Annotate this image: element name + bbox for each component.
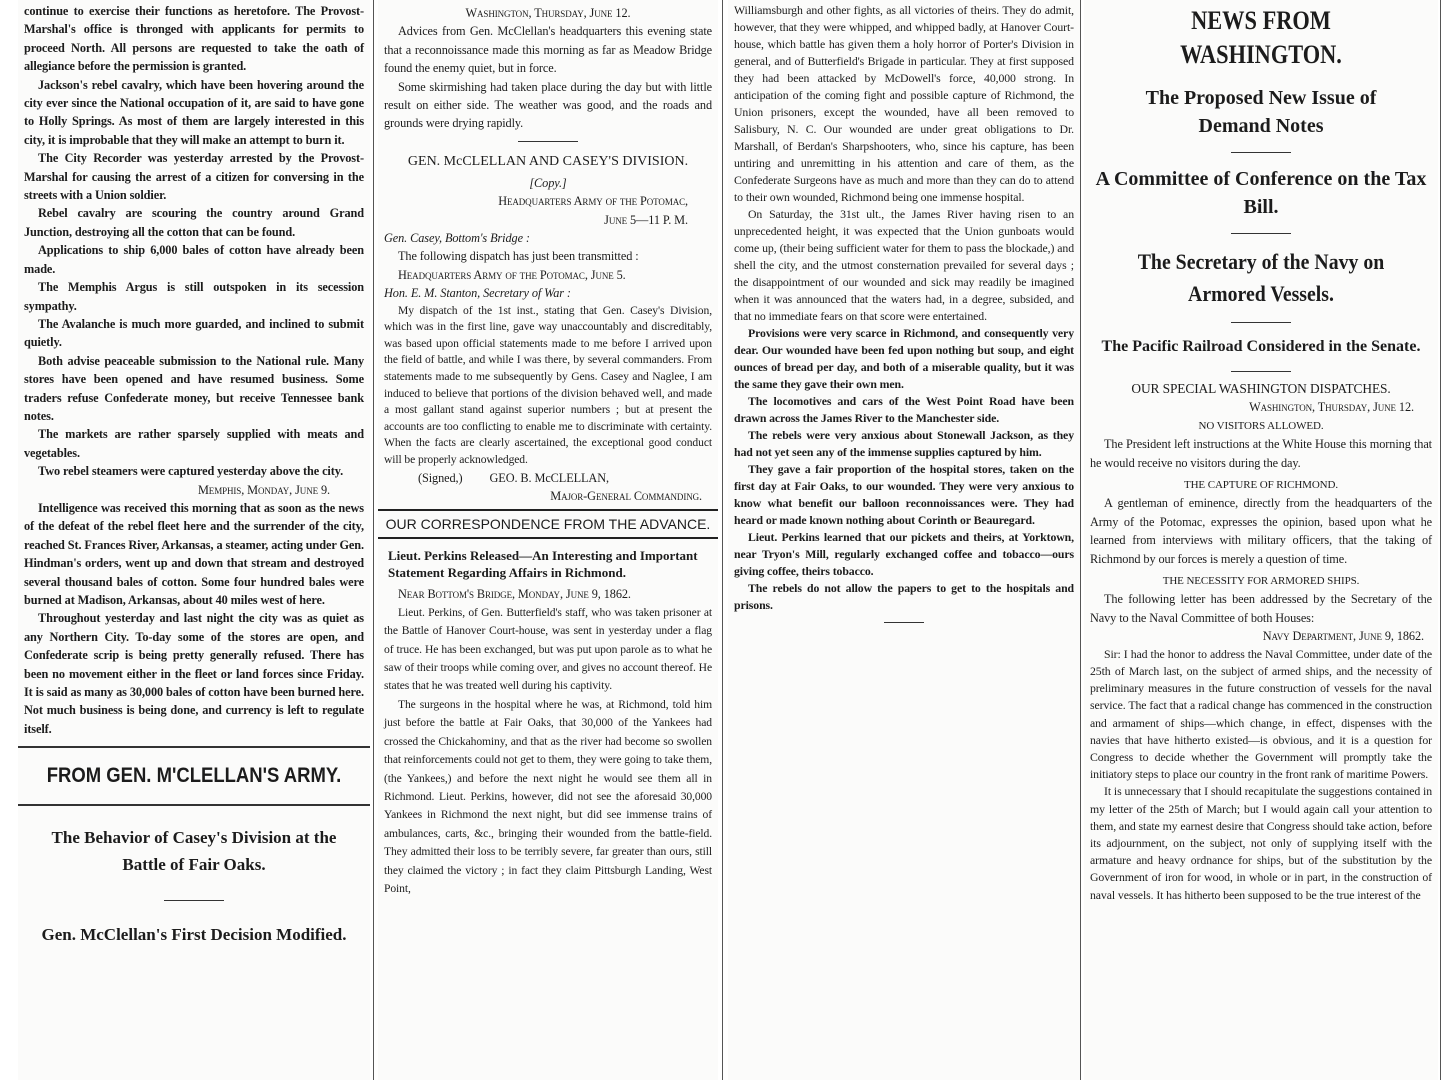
- column-rule: [373, 0, 374, 1080]
- paragraph: Applications to ship 6,000 bales of cotton have already been made.: [24, 243, 364, 276]
- paragraph: Williamsburgh and other fights, as all victories of theirs. They do admit, however, that they were whipped, and whipped badly, at Hanover Court-house, which battle has given them a holy horror of Porter's Division in general, and of Butterfield's Brigade in particular. They at first supposed they had been attacked by McDowell's force, 40,000 strong. In anticipation of the coming fight and possible capture of Richmond, the Union prisoners, except the wounded, have all been removed to Salisbury, N. C. Our wounded are under great obligations to Dr. Marshall, of Berdan's Sharpshooters, who, since his capture, has been untiring and unremitting in his attention and care of them, as the Confederate Surgeons have as much and more than they can do to attend to their own wounded, Richmond being one immense hospital.: [734, 3, 1074, 204]
- paragraph: Throughout yesterday and last night the city was as quiet as any Northern City. To-day some of the stores are open, and Confederate scrip is being pretty generally refused. There has been no movement either in the fleet or land forces since Friday. It is said as many as 30,000 bales of cotton have been burned here. Not much business is being done, and currency is left to regulate itself.: [24, 611, 364, 736]
- headline-box: [378, 509, 718, 539]
- paragraph: Rebel cavalry are scouring the country around Grand Junction, destroying all the cotton that can be found.: [24, 206, 364, 239]
- paragraph: Lieut. Perkins, of Gen. Butterfield's staff, who was taken prisoner at the Battle of Hanover Court-house, was sent in yesterday under a flag of truce. He has been exchanged, but was put upon parole as to what he saw of their troops while coming over, and gives no account thereof. He states that he was treated well during his captivity.: [384, 605, 712, 693]
- divider: [18, 746, 370, 748]
- paragraph: continue to exercise their functions as heretofore. The Provost-Marshal's office is thronged with applicants for permits to proceed North. All persons are requested to take the oath of allegiance before the permission is granted.: [24, 4, 364, 74]
- divider: [1231, 152, 1291, 153]
- paragraph: Both advise peaceable submission to the National rule. Many stores have been opened and have resumed business. Some traders refuse Confederate money, but receive Tennessee bank notes.: [24, 353, 364, 423]
- paragraph: They gave a fair proportion of the hospital stores, taken on the first day at Fair Oaks, to our wounded. They were very anxious to know what benefit our balloon reconnoissances were. They had heard or made known nothing about Corinth or Beauregard.: [734, 462, 1074, 527]
- paragraph: The Memphis Argus is still outspoken in its secession sympathy.: [24, 280, 364, 313]
- paragraph: Intelligence was received this morning that as soon as the news of the defeat of the rebel fleet here and the surrender of the city, reached St. Frances River, Arkansas, a steamer, acting under Gen. Hindman's orders, went up and down that stream and destroyed several thousand bales of cotton. Some four hundred bales were burned at Madison, Arkansas, about 40 miles west of here.: [24, 500, 364, 607]
- paragraph: The locomotives and cars of the West Point Road have been drawn across the James River to the Manchester side.: [734, 394, 1074, 425]
- paragraph: Sir: I had the honor to address the Naval Committee, under date of the 25th of March last, on the subject of armed ships, and the necessity of preliminary measures in the future construction of vessels for the naval service. The fact that a radical change has commenced in the construction and armament of ships—which change, in effect, dispenses with the navies that have hitherto existed—is obvious, and it is a question for Congress to decide whether the Government will promptly take the initiatory steps to place our country in the front rank of maritime Powers.: [1090, 646, 1432, 782]
- headline: GEN. McCLELLAN AND CASEY'S DIVISION.: [407, 153, 689, 169]
- divider: [164, 900, 224, 901]
- paragraph: Lieut. Perkins learned that our pickets and theirs, at Yorktown, near Tryon's Mill, regularly exchanged coffee and tobacco—ours giving coffee, theirs tobacco.: [734, 530, 1074, 578]
- section-title: THE CAPTURE OF RICHMOND.: [1183, 479, 1339, 492]
- divider: [1231, 322, 1291, 323]
- dateline: Headquarters Army of the Potomac, June 5.: [398, 267, 626, 282]
- signer-title: Major-General Commanding.: [550, 489, 702, 504]
- paragraph: A gentleman of eminence, directly from the headquarters of the Army of the Potomac, expresses the opinion, based upon what he learned from interviews with military officers, that the taking of Richmond by our forces is merely a question of time.: [1090, 496, 1432, 566]
- addressee: Gen. Casey, Bottom's Bridge :: [384, 231, 530, 246]
- section-title: THE NECESSITY FOR ARMORED SHIPS.: [1162, 575, 1360, 588]
- headline: NEWS FROM WASHINGTON.: [1180, 6, 1342, 69]
- paragraph: The Avalanche is much more guarded, and inclined to submit quietly.: [24, 316, 364, 350]
- paragraph: Jackson's rebel cavalry, which have been hovering around the city ever since the National occupation of it, are said to have gone to Holly Springs. As most of them are largely interested in this city, it is improbable that they will make an attempt to burn it.: [24, 77, 364, 147]
- headline: FROM GEN. M'CLELLAN'S ARMY.: [46, 764, 342, 788]
- column-rule: [722, 0, 723, 1080]
- paragraph: The City Recorder was yesterday arrested by the Provost-Marshal for causing the arrest of a citizen for conversing in the streets with a Union soldier.: [24, 151, 364, 203]
- column-rule: [1080, 0, 1081, 1080]
- paragraph: Advices from Gen. McClellan's headquarters this evening state that a reconnoissance made this morning as far as Meadow Bridge found the enemy quiet, but in force.: [384, 24, 712, 76]
- dateline: Washington, Thursday, June 12.: [1249, 400, 1414, 415]
- dateline: Washington, Thursday, June 12.: [465, 6, 631, 20]
- deck: A Committee of Conference on the Tax Bill.: [1095, 168, 1427, 218]
- dateline: Headquarters Army of the Potomac,: [498, 194, 688, 209]
- divider: [1231, 371, 1291, 372]
- section-heading: OUR SPECIAL WASHINGTON DISPATCHES.: [1131, 381, 1391, 396]
- paragraph: The following letter has been addressed by the Secretary of the Navy to the Naval Committee of both Houses:: [1090, 592, 1432, 625]
- paragraph: The rebels do not allow the papers to get to the hospitals and prisons.: [734, 581, 1074, 612]
- signature: [378, 469, 718, 487]
- paragraph: The surgeons in the hospital where he was, at Richmond, told him just before the battle at Fair Oaks, that 30,000 of the Yankees had crossed the Chickahominy, and that as the river had become so swollen that reinforcements could not get to them, they were going to take them, (the Yankees,) and before the next night he would see them all in Richmond. Lieut. Perkins, however, did not see the aforesaid 30,000 Yankees in Richmond the next night, but did see immense trains of ambulances, carts, &c., bringing their wounded from the battle-field. They admitted their loss to be terribly severe, far greater than ours, still they claimed the victory ; in fact they claim Pittsburgh Landing, West Point,: [384, 697, 712, 895]
- paragraph: It is unnecessary that I should recapitulate the suggestions contained in my letter of the 25th of March; but I would again call your attention to them, and state my earnest desire that Congress should take action, before its adjournment, on the subject, not only of supplying itself with the armature and heavy ordnance for ships, but of the substitution by the Government of iron for wood, in whole or in part, in the construction of naval vessels. It has hitherto been supposed to be the true interest of the: [1090, 784, 1432, 902]
- column-4: [1084, 0, 1438, 1080]
- section-title: NO VISITORS ALLOWED.: [1198, 419, 1324, 432]
- paragraph: The rebels were very anxious about Stonewall Jackson, as they had not yet seen any of the immense supplies captured by him.: [734, 428, 1074, 459]
- deck: The Pacific Railroad Considered in the Senate.: [1101, 338, 1421, 355]
- divider: [884, 622, 924, 623]
- column-2: [378, 0, 718, 1080]
- copy-label: [Copy.]: [529, 175, 567, 190]
- headline: OUR CORRESPONDENCE FROM THE ADVANCE.: [385, 516, 711, 533]
- divider: [518, 141, 578, 142]
- column-1: [18, 0, 370, 1080]
- paragraph: Some skirmishing had taken place during the day but with little result on either side. The weather was good, and the roads and grounds were drying rapidly.: [384, 79, 712, 131]
- signed-label: (Signed,): [418, 470, 463, 485]
- column-rule: [1440, 0, 1441, 1080]
- subhead: Gen. McClellan's First Decision Modified.: [41, 925, 347, 945]
- deck: The Secretary of the Navy on Armored Vessels.: [1137, 249, 1385, 306]
- dateline: June 5—11 P. M.: [604, 212, 688, 227]
- addressee: Hon. E. M. Stanton, Secretary of War :: [384, 286, 571, 301]
- paragraph: Two rebel steamers were captured yesterday above the city.: [38, 464, 344, 479]
- paragraph: The markets are rather sparsely supplied with meats and vegetables.: [24, 427, 364, 460]
- paragraph: My dispatch of the 1st inst., stating that Gen. Casey's Division, which was in the first line, gave way unaccountably and discreditably, was based upon official statements made to me before I arrived upon the field of battle, and while I was there, by several commanders. From statements made to me subsequently by Gens. Casey and Naglee, I am induced to believe that portions of the division behaved well, and made a most gallant stand against superior numbers ; but at present the accounts are too conflicting to enable me to discriminate with certainty. When the facts are clearly ascertained, the exceptional good conduct will be properly acknowledged.: [384, 303, 712, 467]
- dateline: Memphis, Monday, June 9.: [197, 482, 330, 497]
- deck: The Proposed New Issue of Demand Notes: [1145, 87, 1377, 137]
- subhead: The Behavior of Casey's Division at the Battle of Fair Oaks.: [51, 828, 337, 875]
- paragraph: On Saturday, the 31st ult., the James River having risen to an unprecedented height, it was expected that the Union gunboats would come up, (their being sufficient water for them to pass the blockade,) and shell the city, and the utmost consternation prevailed for several days ; the disappointment of our wounded and sick may readily be imagined when it was announced that the waters had, in a degree, subsided, and that no immediate fears on that score were entertained.: [734, 207, 1074, 323]
- divider: [18, 804, 370, 806]
- dateline: Near Bottom's Bridge, Monday, June 9, 1862.: [398, 587, 631, 602]
- paragraph: The President left instructions at the White House this morning that he would receive no visitors during the day.: [1090, 437, 1432, 470]
- paragraph: The following dispatch has just been transmitted :: [398, 249, 639, 264]
- paragraph: Provisions were very scarce in Richmond, and consequently very dear. Our wounded have been fed upon nothing but soup, and eight ounces of bread per day, and both of a miserable quality, but it was the same they gave their own men.: [734, 326, 1074, 391]
- subhead: Lieut. Perkins Released—An Interesting and Important Statement Regarding Affairs in Richmond.: [388, 548, 698, 581]
- dateline: Navy Department, June 9, 1862.: [1262, 629, 1424, 644]
- signer: GEO. B. McCLELLAN,: [489, 470, 609, 485]
- divider: [1231, 233, 1291, 234]
- column-3: [728, 0, 1080, 1080]
